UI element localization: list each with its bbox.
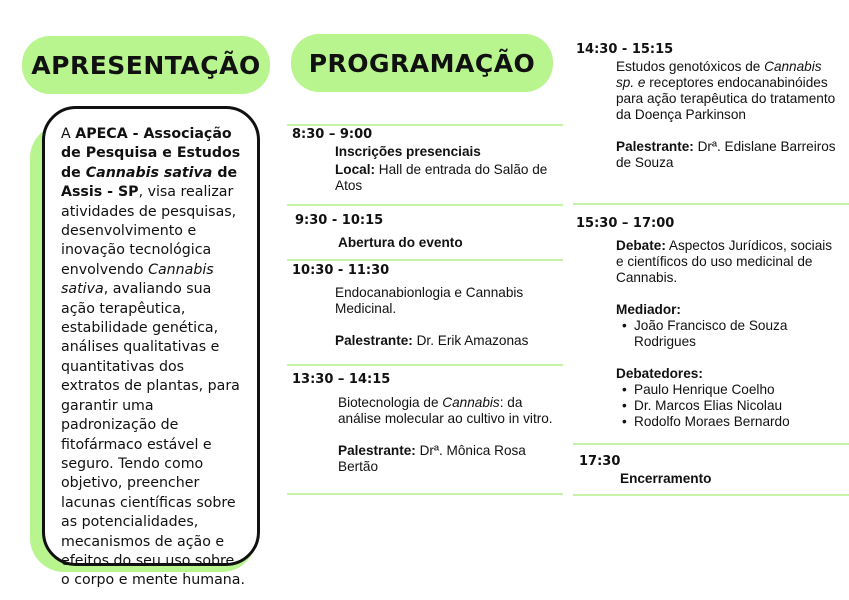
divider bbox=[573, 203, 849, 205]
session-description: Endocanabionlogia e Cannabis Medicinal. bbox=[335, 285, 524, 316]
intro-text: A APECA - Associação de Pesquisa e Estudos de Cannabis sativa de Assis - SP, visa realizar atividades de pesquisas, desenvolvimento e inovação tecnológica envolvendo Cannabis sativa, avaliando sua ação terapêutica, estabilidade genética, análises qualitativas e quantitativas dos extratos de plantas, para garantir uma padronização de fitofármaco estável e seguro. Tendo como objetivo, preencher lacunas científicas sobre as potencialidades, mecanismos de ação e efeitos do seu uso sobre o corpo e mente humana. bbox=[61, 126, 245, 589]
session-time: 10:30 - 11:30 bbox=[292, 263, 390, 278]
header-programacao: PROGRAMAÇÃO bbox=[291, 34, 553, 92]
divider bbox=[287, 493, 563, 495]
session-location: Local: Hall de entrada do Salão de Atos bbox=[335, 162, 548, 193]
mediator-list bbox=[622, 318, 841, 350]
session-speaker: Palestrante: Drª. Mônica Rosa Bertão bbox=[338, 443, 526, 474]
divider bbox=[573, 494, 849, 496]
session-description: Biotecnologia de Cannabis: da análise molecular ao cultivo in vitro. bbox=[338, 395, 553, 426]
divider bbox=[287, 259, 563, 261]
session-time: 17:30 bbox=[579, 454, 621, 469]
session-speaker: Palestrante: Drª. Edislane Barreiros de Souza bbox=[616, 139, 836, 170]
session-time: 13:30 – 14:15 bbox=[292, 372, 391, 387]
session-title: Inscrições presenciais bbox=[335, 144, 481, 159]
debaters-list bbox=[622, 382, 841, 430]
session-details bbox=[616, 238, 841, 430]
list-item: • Paulo Henrique Coelho bbox=[622, 382, 841, 398]
session-description: Estudos genotóxicos de Cannabis sp. e receptores endocanabinóides para ação terapêutica do tratamento da Doença Parkinson bbox=[616, 59, 836, 122]
divider bbox=[573, 443, 849, 445]
session-title: Abertura do evento bbox=[338, 235, 463, 250]
session-time: 14:30 - 15:15 bbox=[576, 42, 674, 57]
list-item: • Rodolfo Moraes Bernardo bbox=[622, 414, 841, 430]
session-speaker: Palestrante: Dr. Erik Amazonas bbox=[335, 333, 529, 348]
session-title: Encerramento bbox=[620, 471, 712, 486]
divider bbox=[287, 364, 563, 366]
list-item: • Dr. Marcos Elias Nicolau bbox=[622, 398, 841, 414]
mediator-label: Mediador: bbox=[616, 302, 681, 317]
divider bbox=[287, 124, 563, 126]
header-apresentacao: APRESENTAÇÃO bbox=[22, 36, 270, 94]
intro-box bbox=[42, 106, 260, 589]
session-time: 15:30 – 17:00 bbox=[576, 216, 675, 231]
session-time: 8:30 – 9:00 bbox=[292, 127, 373, 142]
session-details bbox=[338, 395, 560, 475]
debaters-label: Debatedores: bbox=[616, 366, 703, 381]
session-details bbox=[616, 59, 838, 171]
session-time: 9:30 - 10:15 bbox=[295, 213, 384, 228]
list-item: • João Francisco de Souza Rodrigues bbox=[622, 318, 841, 350]
divider bbox=[287, 204, 563, 206]
session-details bbox=[335, 144, 550, 194]
session-details bbox=[335, 285, 557, 349]
debate-topic: Debate: Aspectos Jurídicos, sociais e científicos do uso medicinal de Cannabis. bbox=[616, 238, 833, 285]
